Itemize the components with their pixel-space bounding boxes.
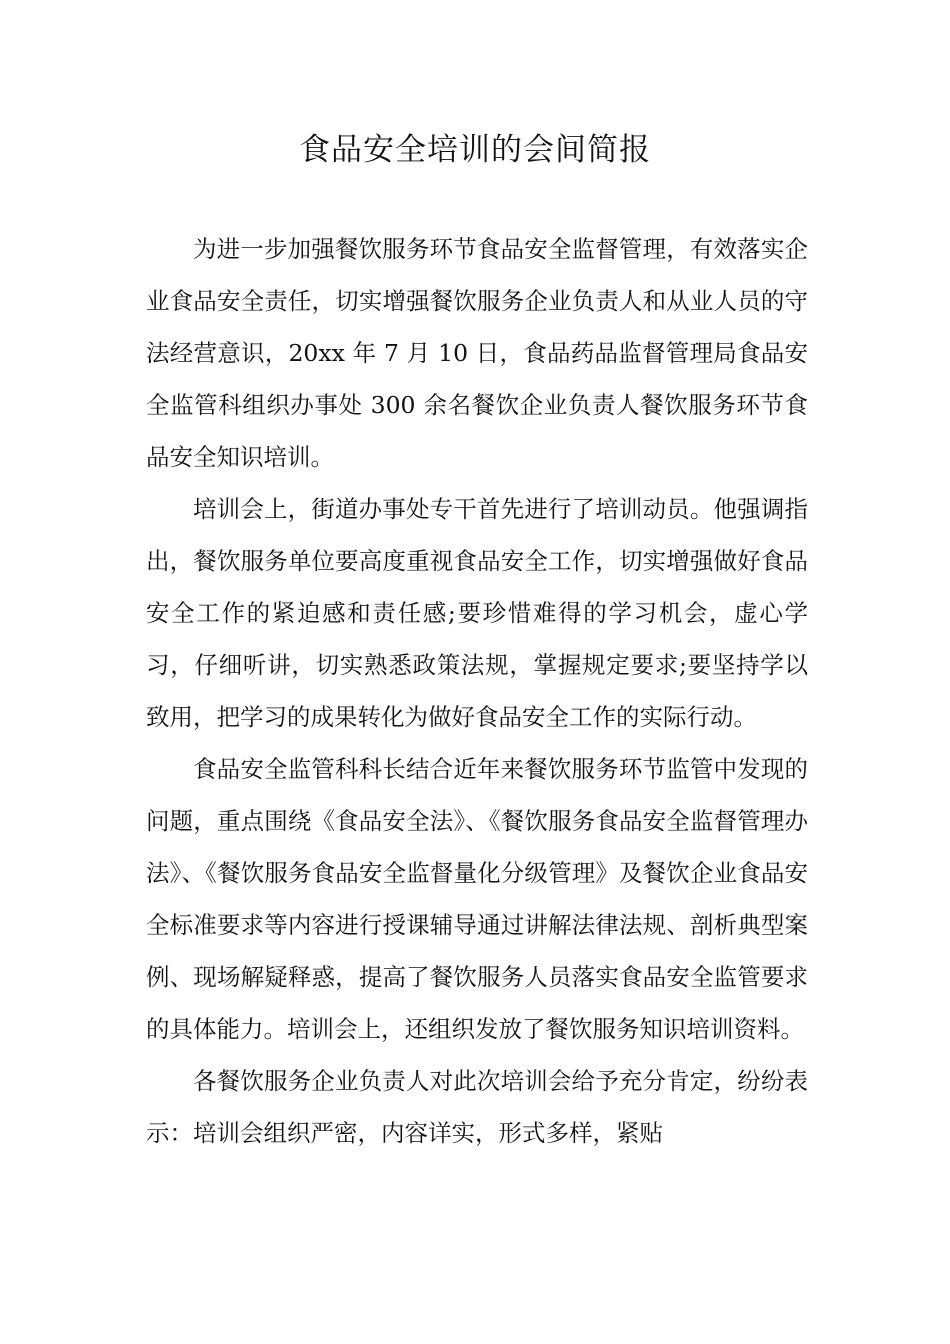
paragraph-4: 各餐饮服务企业负责人对此次培训会给予充分肯定，纷纷表示：培训会组织严密，内容详实，形式多样，紧贴: [146, 1067, 808, 1147]
paragraph-3: 食品安全监管科科长结合近年来餐饮服务环节监管中发现的问题，重点围绕《食品安全法》、《餐饮服务食品安全监督管理办法》、《餐饮服务食品安全监督量化分级管理》及餐饮企业食品安全标准要求等内容进行授课辅导通过讲解法律法规、剖析典型案例、现场解疑释惑，提高了餐饮服务人员落实食品安全监管要求的具体能力。培训会上，还组织发放了餐饮服务知识培训资料。: [146, 755, 808, 1043]
paragraph-1: 为进一步加强餐饮服务环节食品安全监督管理，有效落实企业食品安全责任，切实增强餐饮服务企业负责人和从业人员的守法经营意识，20xx 年 7 月 10 日，食品药品监督管理局食品安全监管科组织办事处 300 余名餐饮企业负责人餐饮服务环节食品安全知识培训。: [146, 235, 808, 471]
paragraph-2: 培训会上，街道办事处专干首先进行了培训动员。他强调指出，餐饮服务单位要高度重视食品安全工作，切实增强做好食品安全工作的紧迫感和责任感;要珍惜难得的学习机会，虚心学习，仔细听讲，切实熟悉政策法规，掌握规定要求;要坚持学以致用，把学习的成果转化为做好食品安全工作的实际行动。: [146, 495, 808, 731]
document-title: 食品安全培训的会间简报: [299, 132, 651, 168]
document-body: [146, 223, 808, 1159]
